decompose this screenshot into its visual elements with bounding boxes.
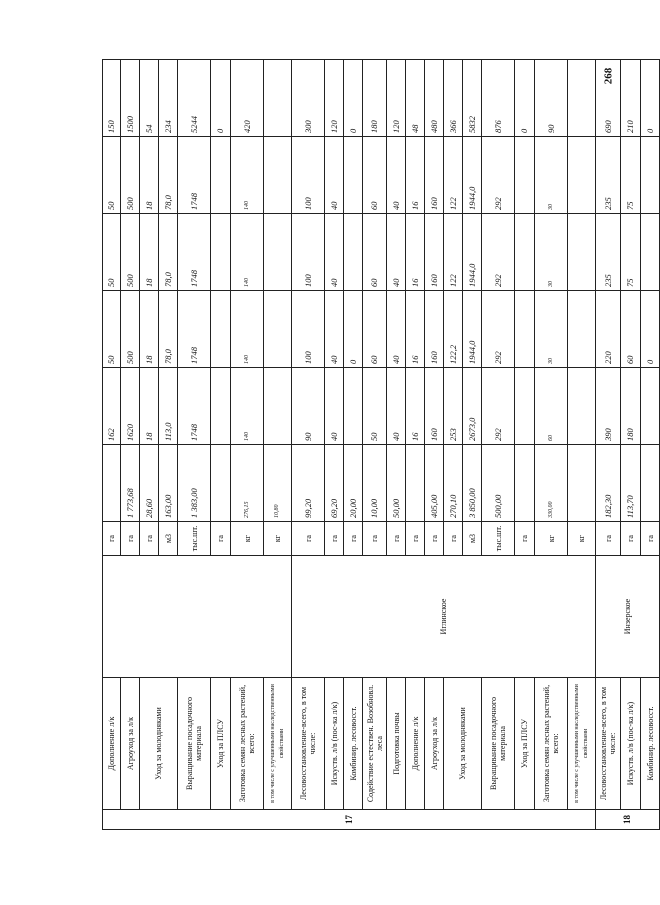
value-cell <box>568 445 596 522</box>
table-row <box>325 60 344 830</box>
value-cell: 18 <box>140 291 159 368</box>
value-cell: 18 <box>140 214 159 291</box>
row-label: Заготовка семян лесных растений, всего: <box>535 678 568 810</box>
value-cell: 90 <box>535 60 568 137</box>
row-label: Комбинир. лесовосст. <box>344 678 363 810</box>
unit-cell: га <box>140 522 159 556</box>
value-cell: 0 <box>641 60 660 137</box>
row-label: Лесовосстановление-всего, в том числе: <box>596 678 621 810</box>
unit-cell: га <box>103 522 121 556</box>
value-cell <box>264 60 292 137</box>
value-cell: 78,0 <box>159 214 178 291</box>
table-row <box>596 60 621 830</box>
value-cell <box>515 214 535 291</box>
table-row <box>444 60 463 830</box>
row-label: Искуств. л/в (пос-ка л/к) <box>621 678 641 810</box>
value-cell: 60 <box>535 368 568 445</box>
value-cell: 0 <box>211 60 231 137</box>
value-cell: 0 <box>641 291 660 368</box>
value-cell: 480 <box>425 60 444 137</box>
value-cell: 1944,0 <box>463 137 482 214</box>
unit-cell: кг <box>264 522 292 556</box>
value-cell: 50 <box>103 214 121 291</box>
value-cell <box>211 291 231 368</box>
row-label: Выращивание посадочного материала <box>178 678 211 810</box>
value-cell: 40 <box>387 137 406 214</box>
value-cell <box>406 445 425 522</box>
value-cell: 16 <box>406 368 425 445</box>
table-row <box>568 60 596 830</box>
value-cell: 235 <box>596 137 621 214</box>
value-cell: 113,70 <box>621 445 641 522</box>
value-cell: 48 <box>406 60 425 137</box>
value-cell: 3 850,00 <box>463 445 482 522</box>
value-cell: 140 <box>231 137 264 214</box>
value-cell: 0 <box>344 291 363 368</box>
value-cell: 1748 <box>178 368 211 445</box>
value-cell: 60 <box>621 291 641 368</box>
value-cell: 0 <box>515 60 535 137</box>
unit-cell: тыс.шт. <box>178 522 211 556</box>
row-label: Агроуход за л/к <box>121 678 140 810</box>
value-cell: 40 <box>325 368 344 445</box>
value-cell: 78,0 <box>159 137 178 214</box>
value-cell: 1944,0 <box>463 214 482 291</box>
table-row <box>621 60 641 830</box>
table-row <box>211 60 231 830</box>
value-cell: 78,0 <box>159 291 178 368</box>
unit-cell: га <box>596 522 621 556</box>
value-cell: 390 <box>596 368 621 445</box>
row-label: Комбинир. лесовосст. <box>641 678 660 810</box>
value-cell: 0 <box>344 60 363 137</box>
row-label: Выращивание посадочного материала <box>482 678 515 810</box>
page-number-text: 268 <box>602 67 614 85</box>
value-cell: 16 <box>406 291 425 368</box>
value-cell <box>211 445 231 522</box>
value-cell: 160 <box>425 291 444 368</box>
table-row <box>264 60 292 830</box>
value-cell: 500 <box>121 214 140 291</box>
value-cell <box>211 214 231 291</box>
value-cell: 292 <box>482 214 515 291</box>
value-cell: 405,00 <box>425 445 444 522</box>
row-label: Уход за молодняками <box>140 678 178 810</box>
value-cell: 1 773,68 <box>121 445 140 522</box>
unit-cell: кг <box>568 522 596 556</box>
row-label: Уход за ПЛСУ <box>211 678 231 810</box>
value-cell: 330,00 <box>535 445 568 522</box>
value-cell <box>568 60 596 137</box>
table-row <box>344 60 363 830</box>
value-cell <box>568 291 596 368</box>
value-cell: 270,10 <box>444 445 463 522</box>
value-cell: 420 <box>231 60 264 137</box>
value-cell: 50 <box>103 291 121 368</box>
value-cell: 90 <box>292 368 325 445</box>
value-cell: 60 <box>363 137 387 214</box>
value-cell <box>264 137 292 214</box>
value-cell <box>568 214 596 291</box>
value-cell: 1500 <box>121 60 140 137</box>
value-cell <box>264 291 292 368</box>
row-label: в том числе с улучшенными наследственными свойствами <box>264 678 292 810</box>
value-cell <box>344 368 363 445</box>
value-cell: 690 <box>596 60 621 137</box>
value-cell: 1 383,00 <box>178 445 211 522</box>
unit-cell: га <box>325 522 344 556</box>
value-cell: 16 <box>406 137 425 214</box>
row-label: Дополнение л/к <box>103 678 121 810</box>
table-row <box>482 60 515 830</box>
unit-cell: га <box>344 522 363 556</box>
table-row <box>406 60 425 830</box>
value-cell: 40 <box>387 368 406 445</box>
value-cell <box>641 368 660 445</box>
value-cell: 210 <box>621 60 641 137</box>
value-cell <box>641 445 660 522</box>
value-cell <box>211 368 231 445</box>
row-label: Уход за ПЛСУ <box>515 678 535 810</box>
row-label: Содействие естествен. Возобновл. леса <box>363 678 387 810</box>
value-cell: 40 <box>325 214 344 291</box>
value-cell: 18 <box>140 137 159 214</box>
unit-cell: га <box>363 522 387 556</box>
value-cell: 113,0 <box>159 368 178 445</box>
value-cell <box>641 214 660 291</box>
table-row <box>231 60 264 830</box>
value-cell: 1748 <box>178 291 211 368</box>
section-18-index: 18 <box>596 810 660 830</box>
table-row <box>425 60 444 830</box>
value-cell: 140 <box>231 291 264 368</box>
row-label: Агроуход за л/к <box>425 678 444 810</box>
value-cell: 163,00 <box>159 445 178 522</box>
table-row <box>178 60 211 830</box>
value-cell: 150 <box>103 60 121 137</box>
section-17-index: 17 <box>103 810 596 830</box>
value-cell: 292 <box>482 137 515 214</box>
value-cell: 5244 <box>178 60 211 137</box>
value-cell: 1748 <box>178 214 211 291</box>
unit-cell: га <box>621 522 641 556</box>
value-cell: 2673,0 <box>463 368 482 445</box>
value-cell: 220 <box>596 291 621 368</box>
value-cell: 366 <box>444 60 463 137</box>
unit-cell: кг <box>231 522 264 556</box>
value-cell: 99,20 <box>292 445 325 522</box>
value-cell: 50,00 <box>387 445 406 522</box>
unit-cell: га <box>641 522 660 556</box>
species-section-17: Иглинское <box>292 556 596 678</box>
unit-cell: га <box>387 522 406 556</box>
value-cell <box>515 445 535 522</box>
table-row <box>387 60 406 830</box>
unit-cell: га <box>425 522 444 556</box>
value-cell: 160 <box>425 368 444 445</box>
value-cell: 160 <box>425 214 444 291</box>
value-cell: 120 <box>325 60 344 137</box>
value-cell: 235 <box>596 214 621 291</box>
value-cell: 10,00 <box>363 445 387 522</box>
value-cell: 18 <box>140 368 159 445</box>
value-cell <box>515 137 535 214</box>
value-cell: 40 <box>325 291 344 368</box>
row-label: Искуств. л/в (пос-ка л/к) <box>325 678 344 810</box>
value-cell: 500 <box>121 291 140 368</box>
value-cell: 60 <box>363 214 387 291</box>
value-cell: 60 <box>363 291 387 368</box>
value-cell: 1620 <box>121 368 140 445</box>
value-cell: 5832 <box>463 60 482 137</box>
table-row <box>140 60 159 830</box>
value-cell: 30 <box>535 291 568 368</box>
value-cell <box>515 291 535 368</box>
value-cell <box>641 137 660 214</box>
value-cell <box>568 368 596 445</box>
value-cell: 1944,0 <box>463 291 482 368</box>
value-cell: 180 <box>621 368 641 445</box>
value-cell: 276,15 <box>231 445 264 522</box>
value-cell: 292 <box>482 291 515 368</box>
value-cell: 69,20 <box>325 445 344 522</box>
value-cell: 500 <box>121 137 140 214</box>
value-cell: 122,2 <box>444 291 463 368</box>
value-cell: 140 <box>231 368 264 445</box>
value-cell <box>211 137 231 214</box>
unit-cell: м3 <box>463 522 482 556</box>
value-cell: 162 <box>103 368 121 445</box>
unit-cell: га <box>406 522 425 556</box>
value-cell: 75 <box>621 214 641 291</box>
value-cell: 234 <box>159 60 178 137</box>
unit-cell: га <box>211 522 231 556</box>
table-row <box>515 60 535 830</box>
value-cell: 50 <box>363 368 387 445</box>
forestry-plan-table <box>102 59 660 830</box>
unit-cell: тыс.шт. <box>482 522 515 556</box>
table-row <box>535 60 568 830</box>
value-cell: 10,80 <box>264 445 292 522</box>
value-cell: 140 <box>231 214 264 291</box>
value-cell <box>344 137 363 214</box>
value-cell <box>264 214 292 291</box>
value-cell: 1748 <box>178 137 211 214</box>
row-label: Дополнение л/к <box>406 678 425 810</box>
value-cell <box>103 445 121 522</box>
table-row <box>292 60 325 830</box>
species-blank-cell <box>103 556 292 678</box>
value-cell <box>264 368 292 445</box>
species-section-18: Инзерское <box>596 556 660 678</box>
value-cell: 253 <box>444 368 463 445</box>
value-cell: 300 <box>292 60 325 137</box>
value-cell: 122 <box>444 137 463 214</box>
value-cell: 20,00 <box>344 445 363 522</box>
row-label: в том числе с улучшенными наследственными свойствами <box>568 678 596 810</box>
value-cell: 180 <box>363 60 387 137</box>
value-cell: 122 <box>444 214 463 291</box>
value-cell: 876 <box>482 60 515 137</box>
table-row <box>363 60 387 830</box>
unit-cell: га <box>515 522 535 556</box>
value-cell: 120 <box>387 60 406 137</box>
value-cell: 28,60 <box>140 445 159 522</box>
value-cell: 100 <box>292 291 325 368</box>
table-row <box>103 60 121 830</box>
value-cell: 30 <box>535 137 568 214</box>
value-cell: 160 <box>425 137 444 214</box>
row-label: Заготовка семян лесных растений, всего: <box>231 678 264 810</box>
value-cell: 75 <box>621 137 641 214</box>
table-row <box>641 60 660 830</box>
row-label: Подготовка почвы <box>387 678 406 810</box>
value-cell: 100 <box>292 137 325 214</box>
value-cell: 100 <box>292 214 325 291</box>
unit-cell: м3 <box>159 522 178 556</box>
unit-cell: кг <box>535 522 568 556</box>
value-cell: 50 <box>103 137 121 214</box>
value-cell: 40 <box>387 291 406 368</box>
value-cell <box>568 137 596 214</box>
unit-cell: га <box>121 522 140 556</box>
value-cell: 30 <box>535 214 568 291</box>
value-cell: 40 <box>325 137 344 214</box>
value-cell: 54 <box>140 60 159 137</box>
value-cell: 182,30 <box>596 445 621 522</box>
row-label: Лесовосстановление-всего, в том числе: <box>292 678 325 810</box>
value-cell: 292 <box>482 368 515 445</box>
row-label: Уход за молодняками <box>444 678 482 810</box>
value-cell <box>515 368 535 445</box>
value-cell: 16 <box>406 214 425 291</box>
value-cell <box>344 214 363 291</box>
table-row <box>121 60 140 830</box>
unit-cell: га <box>292 522 325 556</box>
table-body <box>103 60 660 830</box>
value-cell: 500,00 <box>482 445 515 522</box>
value-cell: 40 <box>387 214 406 291</box>
unit-cell: га <box>444 522 463 556</box>
